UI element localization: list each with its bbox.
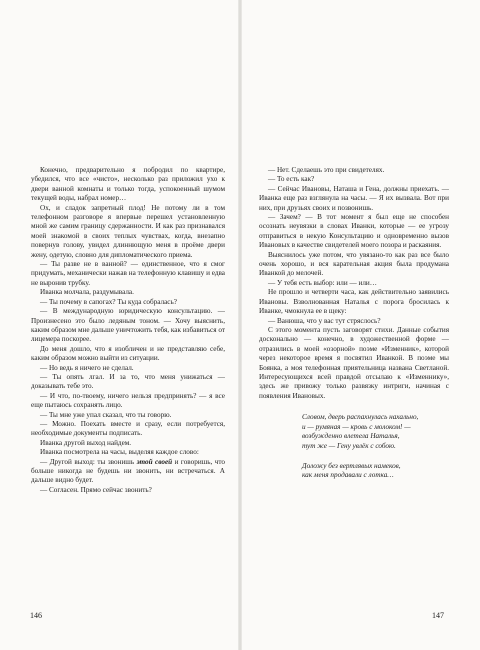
paragraph-text: С этого момента пусть заговорят стихи. Данные события досконально — конечно, в художественной форме — отразились в моей «озорной» поэме «Изменник», которой через некоторое время я посвятил Иванкой. В поэме мы Боянка, а моя телефонная приятельница названа Светланой. Интересующихся всей правдой отсылаю к «Изменнику», здесь же привожу только развязку интриги, начиная с появления Ивановых. <box>259 325 449 400</box>
paragraph-text: — Ты опять лгал. И за то, что меня унижаться — доказывать тебе это. <box>31 372 225 391</box>
paragraph-text: Не прошло и четверти часа, как действительно заявились Ивановы. Взволнованная Наталья с порога бросилась к Иванке, чмокнула ее в щеку: <box>259 288 449 316</box>
paragraph <box>31 392 225 411</box>
paragraph <box>259 317 449 326</box>
book-gutter <box>238 0 242 650</box>
paragraph <box>259 185 449 213</box>
poem-line: Доложу без вертлявых намеков, <box>302 461 401 470</box>
paragraph-text: — Ты мне уже упал сказал, что ты говорю. <box>40 410 172 419</box>
paragraph-text: Иванка посмотрела на часы, выделяя каждое слово: <box>40 448 199 457</box>
paragraph-text: — Ты разве не в ванной? — единственное, что я смог придумать, механически нажав на телефонную клавишу и едва не выронив трубку. <box>31 260 225 287</box>
paragraph-text: Конечно, предварительно я побродил по квартире, убедился, что все «чисто», несколько раз приложил ухо к двери ванной комнаты и только тогда, успокоенный шумом текущей воды, набрал номер… <box>31 166 225 203</box>
paragraph <box>31 486 225 495</box>
paragraph <box>31 411 225 420</box>
paragraph-text: Ох, и сладок запретный плод! Не потому ли в том телефонном разговоре я впервые перешел установленную мной же самим границу сдержанности. И как раз признавался моей знакомой в своих теплых чувствах, когда, внезапно повернув голову, увидел длиннющую меня в проёме двери жену, одетую, словно для дипломатического приема. <box>31 203 225 259</box>
paragraph-text: — Нет. Сделаешь это при свидетелях. <box>268 166 385 174</box>
poem-stanza <box>302 462 449 481</box>
paragraph-text: Иванка другой выход найдем. <box>40 438 132 447</box>
paragraph-text: — Зачем? — В тот момент я был еще не способен осознать неувязки в словах Иванки, которые — ее угрозу отправиться в некую Консультацию и одновременно вызов Ивановых в качестве свидетелей моего позора и раскаяния. <box>259 213 449 250</box>
poem-stanza <box>302 413 449 451</box>
page-number-left: 146 <box>30 611 42 620</box>
right-page-text <box>259 166 449 491</box>
paragraph-text: — Но ведь я ничего не сделал. <box>40 363 134 372</box>
paragraph <box>259 326 449 401</box>
emphasis-text: этой своей <box>136 457 173 466</box>
paragraph <box>259 279 449 288</box>
paragraph <box>259 288 449 316</box>
paragraph <box>31 439 225 448</box>
poem-line: возбужденно влетела Наталья, <box>302 432 400 441</box>
paragraph-text: Выяснилось уже потом, что увязано-то как раз все было очень хорошо, и вся карательная акция была продумана Иванкой до мелочей. <box>259 250 449 278</box>
paragraph-text: — Можно. Поехать вместе и сразу, если потребуется, необходимые документы подписать. <box>31 419 225 438</box>
paragraph <box>31 364 225 373</box>
paragraph-text-continued: и говоришь, что больше никогда не будешь ни звонить, ни встречаться. А дальше видно будет. <box>31 457 226 485</box>
paragraph <box>31 458 225 486</box>
paragraph <box>31 260 225 288</box>
paragraph <box>31 298 225 307</box>
paragraph-text: — У тебя есть выбор: или — или… <box>268 278 377 287</box>
poem-line: Словом, дверь распахнулась нахально, <box>302 413 419 422</box>
poem-line: и — румяная — кровь с молоком! — <box>302 422 411 431</box>
paragraph-text: — То есть как? <box>268 175 315 184</box>
paragraph <box>31 288 225 297</box>
paragraph-text: — Ты почему в сапогах? Ты куда собралась? <box>40 297 177 306</box>
paragraph <box>259 175 449 184</box>
paragraph-text: До меня дошло, что я изобличен и не представляю себе, каким образом можно выйти из ситуации. <box>31 344 225 363</box>
paragraph <box>259 213 449 251</box>
paragraph <box>31 204 225 260</box>
paragraph-text: — Сейчас Ивановы, Наташа и Гена, должны приехать. — Иванка еще раз взглянула на часы. — Я их вызвала. Вот при них, при друзьях своих и позвонишь. <box>259 184 449 212</box>
left-page-text <box>31 166 225 495</box>
poem-line: как меня продавали с лотка… <box>302 471 394 480</box>
paragraph <box>31 373 225 392</box>
paragraph <box>31 307 225 345</box>
paragraph <box>31 420 225 439</box>
paragraph-text: Иванка молчала, раздумывала. <box>40 288 134 297</box>
paragraph <box>259 166 449 175</box>
paragraph <box>259 251 449 279</box>
paragraph <box>31 345 225 364</box>
paragraph-text: — Другой выход: ты звонишь <box>40 457 137 466</box>
paragraph-text: — И что, по-твоему, ничего нельзя предпринять? — я все еще пытаюсь сохранять лицо. <box>31 391 225 410</box>
poem-line: тут же — Гену увлёк с собою. <box>302 441 396 450</box>
paragraph-text: — В международную юридическую консультацию. — Произнесено это было ледяным тоном. — Хочу выяснить, каким образом мне дальше уничтожить тебя, как избавиться от лицемера поскорее. <box>31 307 225 344</box>
poem-excerpt <box>302 413 449 481</box>
paragraph-text: — Ванюша, что у вас тут стряслось? <box>268 316 381 325</box>
page-number-right: 147 <box>432 611 444 620</box>
paragraph-text: — Согласен. Прямо сейчас звонить? <box>40 485 152 494</box>
paragraph <box>31 166 225 204</box>
paragraph <box>31 448 225 457</box>
